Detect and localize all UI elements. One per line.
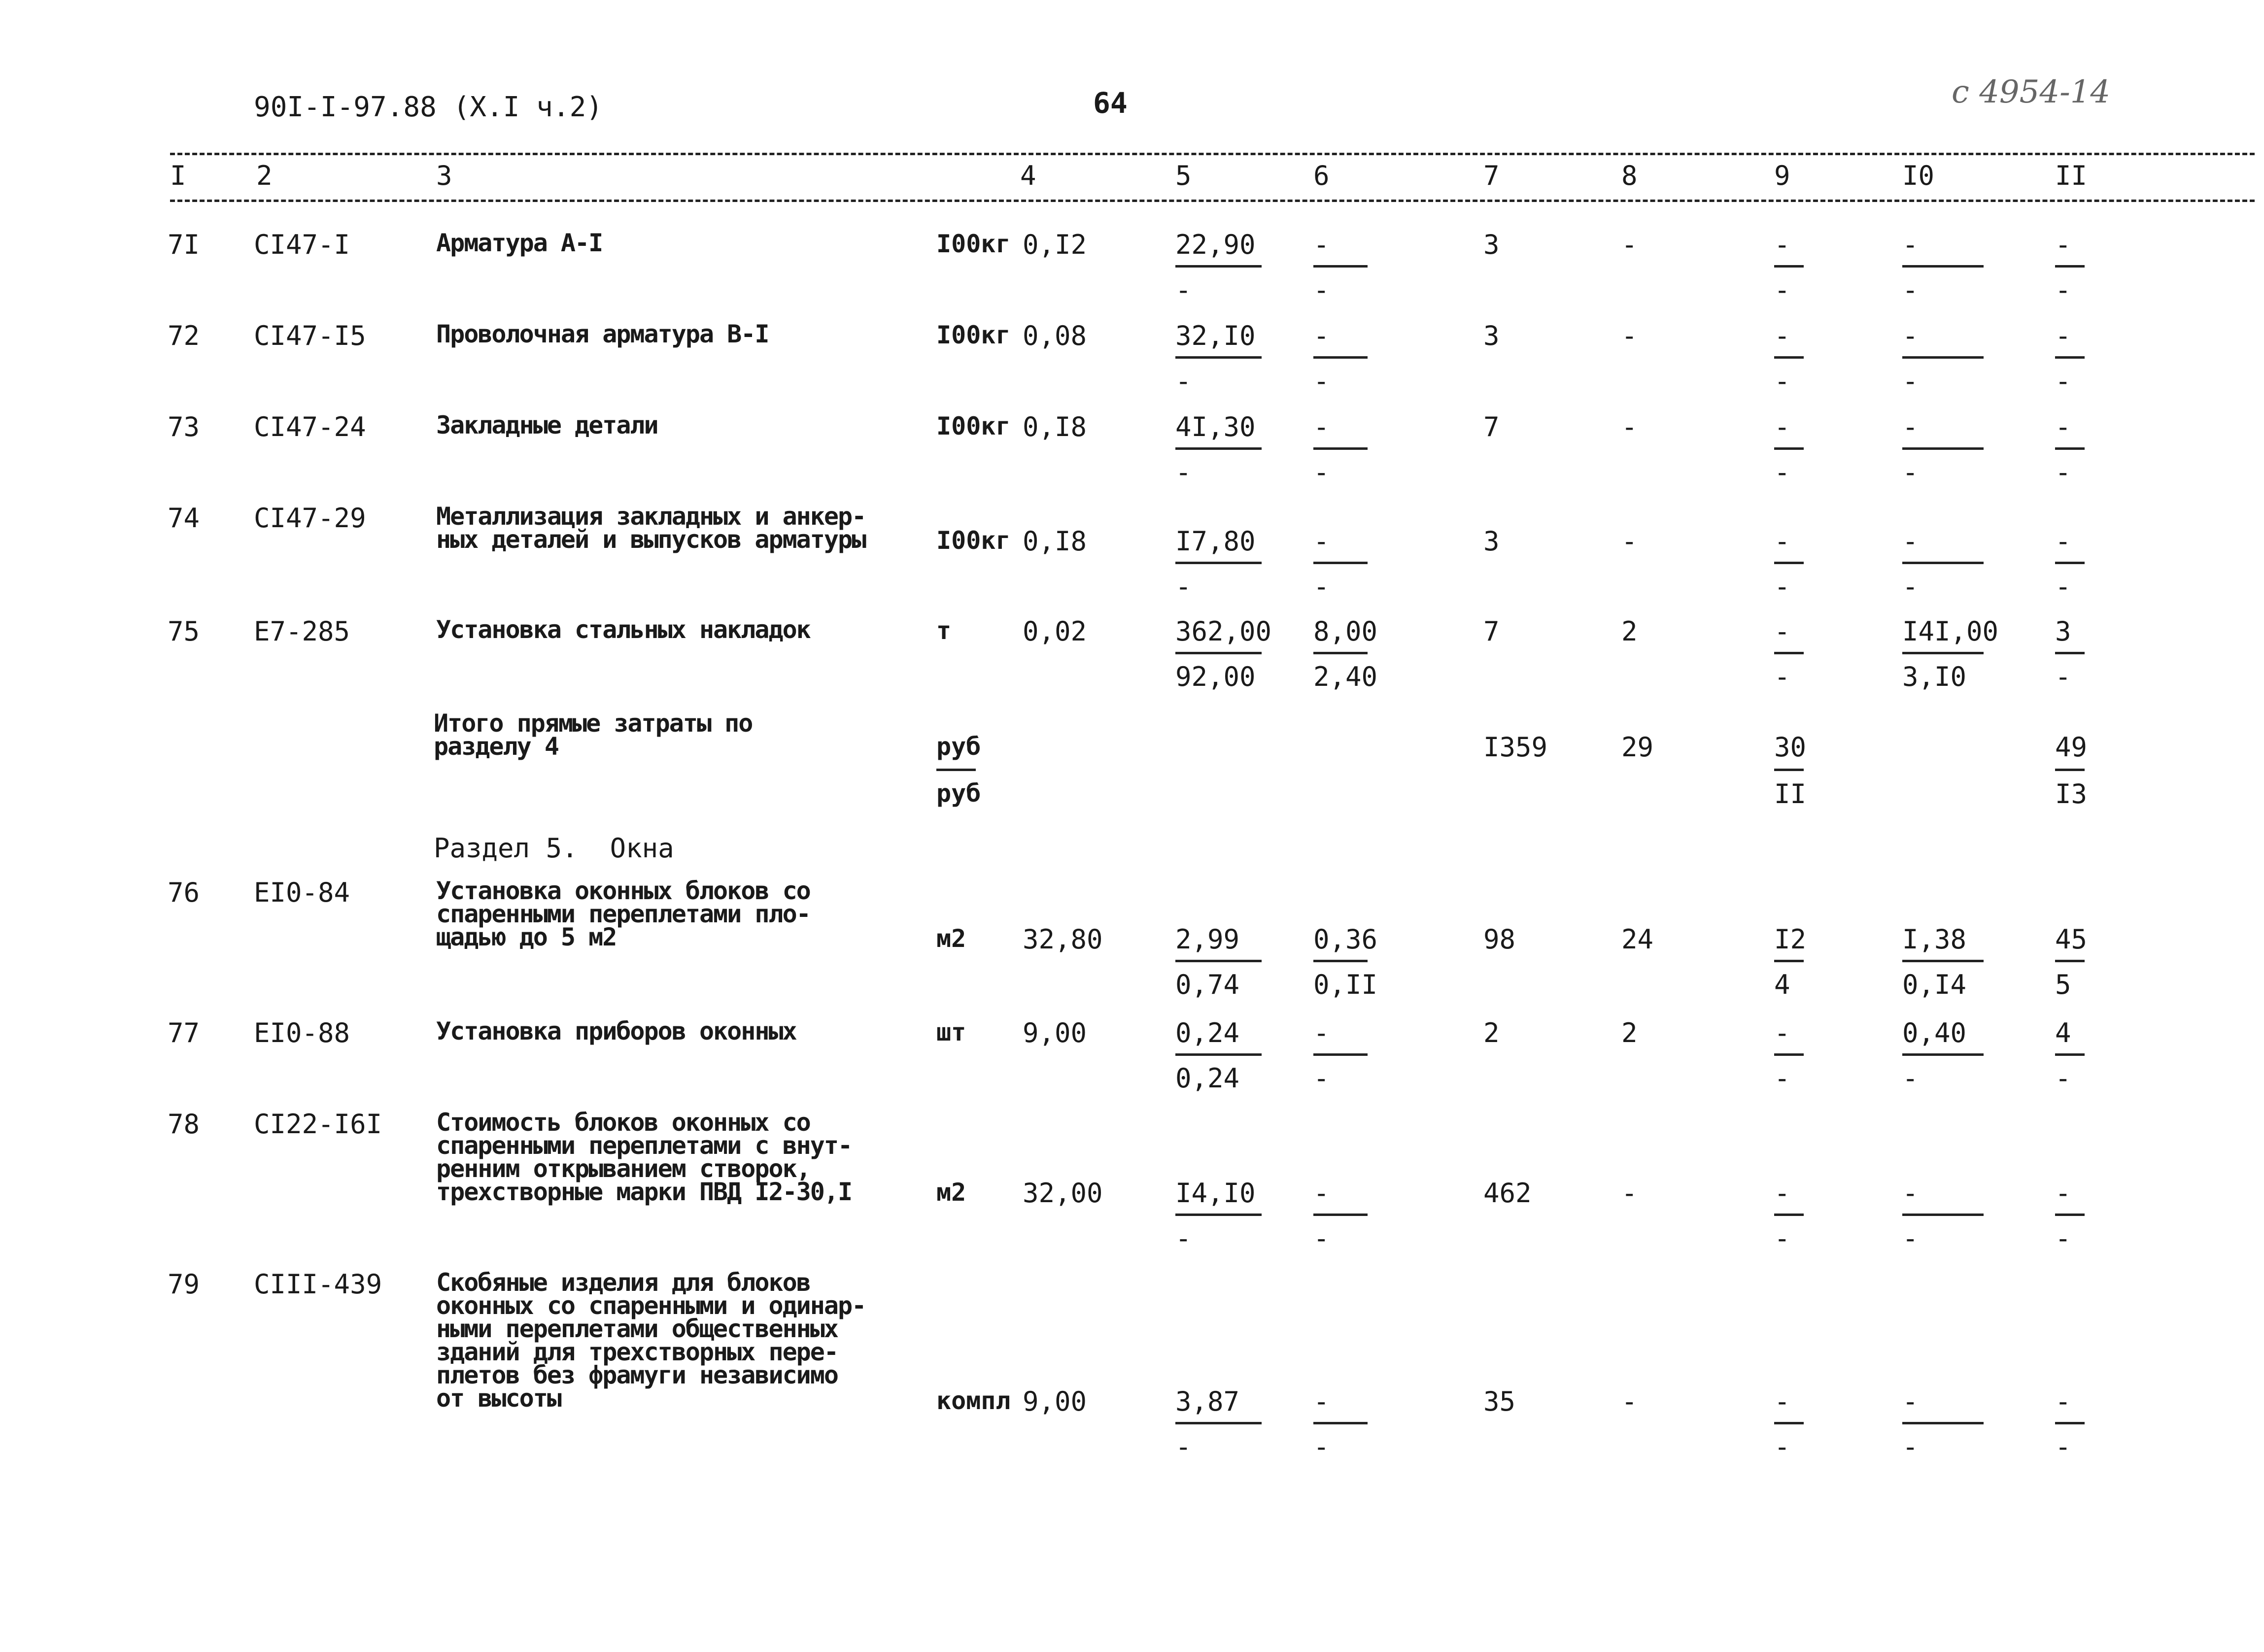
row-quantity: 32,80: [1023, 924, 1103, 955]
row-c11-bottom: -: [2055, 661, 2071, 692]
row-c6-bar: [1313, 1422, 1368, 1424]
row-c6-top: -: [1313, 526, 1330, 557]
row-quantity: 0,08: [1023, 320, 1087, 351]
row-c6-top: -: [1313, 1017, 1330, 1048]
row-c10-bar: [1902, 562, 1984, 564]
row-c6-bar: [1313, 447, 1368, 450]
row-c9-top: -: [1774, 526, 1790, 557]
row-c5-bar: [1175, 1422, 1262, 1424]
row-c10-top: -: [1902, 526, 1919, 557]
row-c8: -: [1621, 411, 1638, 442]
row-c10-bottom: 0,I4: [1902, 969, 1967, 1000]
row-number: 77: [168, 1017, 200, 1048]
column-header-5: 5: [1175, 160, 1192, 191]
row-c7: 35: [1483, 1386, 1516, 1417]
row-unit: компл: [936, 1386, 1011, 1415]
row-c8: -: [1621, 1178, 1638, 1209]
row-c9-bar: [1774, 1422, 1804, 1424]
row-c6-bottom: 0,II: [1313, 969, 1378, 1000]
row-c11-top: 45: [2055, 924, 2088, 955]
row-c11-bottom: -: [2055, 1223, 2071, 1254]
row-unit: т: [936, 616, 952, 645]
row-c5-bar: [1175, 562, 1262, 564]
row-c6-top: -: [1313, 229, 1330, 260]
column-header-10: I0: [1902, 160, 1935, 191]
row-c5-bottom: 0,24: [1175, 1063, 1240, 1094]
row-c10-bottom: -: [1902, 1223, 1919, 1254]
row-c9-bottom: -: [1774, 274, 1790, 305]
row-c11-top: -: [2055, 1178, 2071, 1209]
row-number: 79: [168, 1269, 200, 1300]
row-c10-bar: [1902, 1214, 1984, 1216]
row-c11-bottom: -: [2055, 571, 2071, 602]
row-c6-bottom: -: [1313, 571, 1330, 602]
column-header-8: 8: [1621, 160, 1638, 191]
row-c6-top: -: [1313, 320, 1330, 351]
row-description: Проволочная арматура В-I: [436, 320, 769, 348]
row-c6-bottom: -: [1313, 366, 1330, 397]
row-c5-top: 362,00: [1175, 616, 1272, 647]
row-c6-bar: [1313, 356, 1368, 359]
column-header-1: I: [170, 160, 186, 191]
row-c5-bottom: 92,00: [1175, 661, 1256, 692]
row-c5-top: 3,87: [1175, 1386, 1240, 1417]
row-c10-top: -: [1902, 229, 1919, 260]
row-c11-bar: [2055, 960, 2085, 962]
subtotal-unit-bottom: руб: [936, 779, 981, 808]
row-c10-bar: [1902, 960, 1984, 962]
row-c6-top: -: [1313, 1178, 1330, 1209]
row-c7: 2: [1483, 1017, 1500, 1048]
row-c5-bottom: -: [1175, 1223, 1192, 1254]
row-c10-bar: [1902, 447, 1984, 450]
row-c7: 7: [1483, 411, 1500, 442]
row-c10-bottom: -: [1902, 1063, 1919, 1094]
row-c9-top: -: [1774, 1017, 1790, 1048]
subtotal-col9-top: 30: [1774, 732, 1807, 763]
row-c8: 24: [1621, 924, 1654, 955]
row-c10-top: I,38: [1902, 924, 1967, 955]
row-c10-top: I4I,00: [1902, 616, 1999, 647]
row-c10-bar: [1902, 356, 1984, 359]
row-c8: 2: [1621, 616, 1638, 647]
row-number: 73: [168, 411, 200, 442]
row-description: Установка оконных блоков со спаренными переплетами пло- щадью до 5 м2: [436, 877, 810, 951]
row-c11-bar: [2055, 652, 2085, 654]
row-c6-bottom: -: [1313, 1431, 1330, 1462]
row-code: CI47-29: [254, 503, 366, 534]
row-c6-bar: [1313, 960, 1368, 962]
row-c6-top: 0,36: [1313, 924, 1378, 955]
row-description: Установка стальных накладок: [436, 615, 810, 644]
row-c8: -: [1621, 526, 1638, 557]
row-unit: I00кг: [936, 526, 1011, 555]
subtotal-col11-bar: [2055, 769, 2085, 771]
row-c6-top: -: [1313, 411, 1330, 442]
row-c6-bar: [1313, 652, 1368, 654]
row-number: 72: [168, 320, 200, 351]
subtotal-col11-top: 49: [2055, 732, 2088, 763]
row-c5-top: 32,I0: [1175, 320, 1256, 351]
row-description: Установка приборов оконных: [436, 1017, 796, 1045]
row-number: 78: [168, 1109, 200, 1140]
column-header-11: II: [2055, 160, 2088, 191]
subtotal-col9-bar: [1774, 769, 1804, 771]
row-c7: 98: [1483, 924, 1516, 955]
row-quantity: 0,I8: [1023, 526, 1087, 557]
row-c7: 462: [1483, 1178, 1532, 1209]
row-c9-bar: [1774, 960, 1804, 962]
row-c5-bar: [1175, 652, 1262, 654]
row-c9-top: -: [1774, 229, 1790, 260]
row-c10-bottom: -: [1902, 366, 1919, 397]
row-c10-bottom: 3,I0: [1902, 661, 1967, 692]
row-description: Стоимость блоков оконных со спаренными переплетами с внут- ренним открыванием створок, трехстворные марки ПВД I2-30,I: [436, 1108, 852, 1206]
column-header-2: 2: [256, 160, 273, 191]
row-c11-bar: [2055, 356, 2085, 359]
row-c9-bar: [1774, 652, 1804, 654]
subtotal-unit-top: руб: [936, 732, 981, 761]
row-c10-top: -: [1902, 1178, 1919, 1209]
row-unit: I00кг: [936, 230, 1011, 258]
row-code: CIII-439: [254, 1269, 382, 1300]
row-c11-bar: [2055, 447, 2085, 450]
subtotal-unit-bar: [936, 769, 976, 771]
row-c5-bottom: -: [1175, 1431, 1192, 1462]
row-c9-bar: [1774, 1214, 1804, 1216]
row-c9-top: -: [1774, 320, 1790, 351]
row-c5-bottom: -: [1175, 366, 1192, 397]
row-c6-bar: [1313, 265, 1368, 268]
row-c11-top: 3: [2055, 616, 2071, 647]
row-c7: 3: [1483, 320, 1500, 351]
row-description: Скобяные изделия для блоков оконных со спаренными и одинар- ными переплетами общественных зданий для трехстворных пере- плетов без фрамуги независимо от высоты: [436, 1268, 866, 1413]
row-c5-bottom: -: [1175, 274, 1192, 305]
row-c10-top: -: [1902, 411, 1919, 442]
row-c11-bar: [2055, 1422, 2085, 1424]
row-c11-top: -: [2055, 229, 2071, 260]
row-quantity: 9,00: [1023, 1386, 1087, 1417]
row-c10-bottom: -: [1902, 1431, 1919, 1462]
row-c10-top: 0,40: [1902, 1017, 1967, 1048]
header-rule-bottom: [170, 200, 2255, 202]
row-c7: 7: [1483, 616, 1500, 647]
row-c11-bottom: -: [2055, 1431, 2071, 1462]
row-c5-top: I4,I0: [1175, 1178, 1256, 1209]
row-c9-bottom: -: [1774, 1431, 1790, 1462]
row-c6-top: 8,00: [1313, 616, 1378, 647]
subtotal-label: Итого прямые затраты по разделу 4: [434, 709, 753, 761]
row-number: 76: [168, 877, 200, 908]
row-number: 7I: [168, 229, 200, 260]
row-c8: -: [1621, 320, 1638, 351]
row-c11-top: -: [2055, 320, 2071, 351]
row-quantity: 32,00: [1023, 1178, 1103, 1209]
row-unit: I00кг: [936, 321, 1011, 349]
row-c11-bottom: -: [2055, 1063, 2071, 1094]
row-description: Арматура А-I: [436, 229, 603, 257]
column-header-3: 3: [436, 160, 452, 191]
row-c7: 3: [1483, 229, 1500, 260]
row-c9-bar: [1774, 265, 1804, 268]
row-c10-bar: [1902, 1422, 1984, 1424]
row-c11-bottom: -: [2055, 274, 2071, 305]
row-c11-top: -: [2055, 526, 2071, 557]
row-c5-top: 2,99: [1175, 924, 1240, 955]
row-c10-bottom: -: [1902, 571, 1919, 602]
row-c6-bar: [1313, 562, 1368, 564]
archive-stamp: с 4954-14: [1952, 74, 2111, 110]
row-c9-top: -: [1774, 616, 1790, 647]
row-code: CI22-I6I: [254, 1109, 382, 1140]
row-c5-bottom: 0,74: [1175, 969, 1240, 1000]
row-c5-bottom: -: [1175, 457, 1192, 488]
row-c10-bar: [1902, 1053, 1984, 1056]
row-c9-bar: [1774, 356, 1804, 359]
row-c6-bottom: 2,40: [1313, 661, 1378, 692]
row-c5-bar: [1175, 1053, 1262, 1056]
row-c6-bottom: -: [1313, 457, 1330, 488]
row-c6-top: -: [1313, 1386, 1330, 1417]
column-header-4: 4: [1020, 160, 1036, 191]
row-c11-bottom: 5: [2055, 969, 2071, 1000]
row-c5-top: I7,80: [1175, 526, 1256, 557]
row-c9-bottom: -: [1774, 366, 1790, 397]
row-c11-bottom: -: [2055, 366, 2071, 397]
row-code: CI47-24: [254, 411, 366, 442]
row-c10-bottom: -: [1902, 457, 1919, 488]
row-c5-bar: [1175, 960, 1262, 962]
row-unit: шт: [936, 1018, 966, 1046]
row-c9-bottom: -: [1774, 457, 1790, 488]
row-c11-bar: [2055, 1053, 2085, 1056]
row-c9-bottom: 4: [1774, 969, 1790, 1000]
row-number: 74: [168, 503, 200, 534]
row-c10-bar: [1902, 265, 1984, 268]
row-c11-top: 4: [2055, 1017, 2071, 1048]
row-c10-top: -: [1902, 320, 1919, 351]
row-c5-top: 22,90: [1175, 229, 1256, 260]
page-number: 64: [1093, 86, 1128, 120]
row-c9-bar: [1774, 447, 1804, 450]
row-number: 75: [168, 616, 200, 647]
row-c9-bar: [1774, 1053, 1804, 1056]
row-c10-bottom: -: [1902, 274, 1919, 305]
row-c9-bottom: -: [1774, 571, 1790, 602]
row-c9-top: -: [1774, 1386, 1790, 1417]
row-c5-bar: [1175, 356, 1262, 359]
row-c5-bar: [1175, 1214, 1262, 1216]
column-header-6: 6: [1313, 160, 1330, 191]
row-unit: м2: [936, 924, 966, 953]
section-5-heading: Раздел 5. Окна: [434, 833, 674, 864]
row-c6-bar: [1313, 1053, 1368, 1056]
row-c10-bar: [1902, 652, 1984, 654]
row-c5-bar: [1175, 265, 1262, 268]
subtotal-col9-bottom: II: [1774, 778, 1807, 809]
row-c6-bottom: -: [1313, 274, 1330, 305]
row-c11-bottom: -: [2055, 457, 2071, 488]
row-c7: 3: [1483, 526, 1500, 557]
row-c11-top: -: [2055, 1386, 2071, 1417]
column-header-9: 9: [1774, 160, 1790, 191]
row-c5-top: 4I,30: [1175, 411, 1256, 442]
row-quantity: 0,02: [1023, 616, 1087, 647]
row-c11-bar: [2055, 265, 2085, 268]
column-header-7: 7: [1483, 160, 1500, 191]
row-description: Закладные детали: [436, 411, 658, 439]
row-c6-bottom: -: [1313, 1063, 1330, 1094]
row-c6-bottom: -: [1313, 1223, 1330, 1254]
row-code: CI47-I: [254, 229, 350, 260]
row-c11-bar: [2055, 562, 2085, 564]
row-c8: -: [1621, 1386, 1638, 1417]
row-c10-top: -: [1902, 1386, 1919, 1417]
header-rule-top: [170, 153, 2255, 155]
row-unit: м2: [936, 1178, 966, 1207]
row-c9-bottom: -: [1774, 661, 1790, 692]
row-c6-bar: [1313, 1214, 1368, 1216]
subtotal-col7: I359: [1483, 732, 1548, 763]
row-c11-top: -: [2055, 411, 2071, 442]
row-c8: 2: [1621, 1017, 1638, 1048]
subtotal-col8: 29: [1621, 732, 1654, 763]
row-c5-bottom: -: [1175, 571, 1192, 602]
row-code: EI0-88: [254, 1017, 350, 1048]
row-quantity: 9,00: [1023, 1017, 1087, 1048]
row-c9-bottom: -: [1774, 1223, 1790, 1254]
row-code: EI0-84: [254, 877, 350, 908]
row-c8: -: [1621, 229, 1638, 260]
row-c9-top: -: [1774, 411, 1790, 442]
row-c9-bottom: -: [1774, 1063, 1790, 1094]
row-quantity: 0,I8: [1023, 411, 1087, 442]
row-description: Металлизация закладных и анкер- ных деталей и выпусков арматуры: [436, 502, 866, 554]
doc-code: 90I-I-97.88 (X.I ч.2): [254, 91, 603, 123]
row-c5-bar: [1175, 447, 1262, 450]
row-c5-top: 0,24: [1175, 1017, 1240, 1048]
row-code: CI47-I5: [254, 320, 366, 351]
row-quantity: 0,I2: [1023, 229, 1087, 260]
row-c9-top: -: [1774, 1178, 1790, 1209]
row-unit: I00кг: [936, 412, 1011, 440]
row-c9-top: I2: [1774, 924, 1807, 955]
row-code: E7-285: [254, 616, 350, 647]
row-c11-bar: [2055, 1214, 2085, 1216]
row-c9-bar: [1774, 562, 1804, 564]
subtotal-col11-bottom: I3: [2055, 778, 2088, 809]
